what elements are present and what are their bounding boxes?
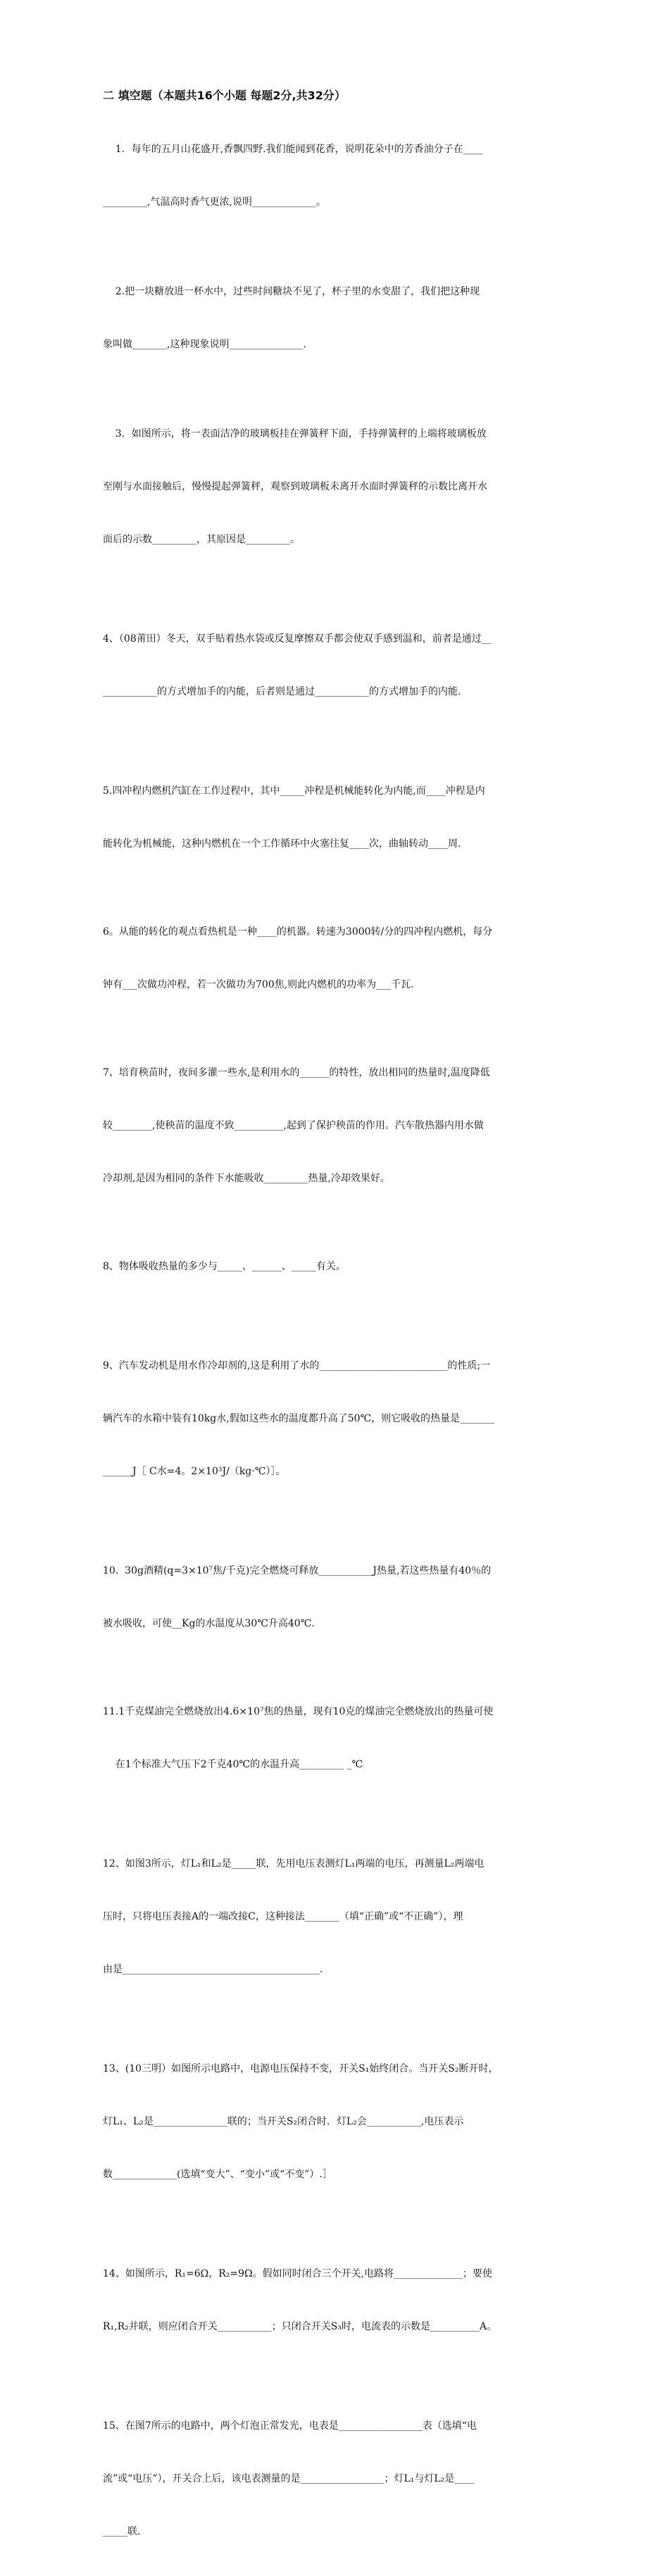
question-2: 2.把一块糖放进一杯水中，过些时间糖块不见了，杯子里的水变甜了，我们把这种现 象叫做_______,这种现象说明_______________. — [103, 286, 480, 350]
question-3: 3．如图所示，将一表面洁净的玻璃板挂在弹簧秤下面，手持弹簧秤的上端将玻璃板放 至刚与水面接触后，慢慢提起弹簧秤，观察到玻璃板未离开水面时弹簧秤的示数比离开水 面后的示数_________，其原因是_________。 — [103, 428, 487, 545]
question-6: 6。从能的转化的观点看热机是一种____的机器。转速为3000转/分的四冲程内燃机，每分 钟有___次做功冲程，若一次做功为700焦,则此内燃机的功率为___千瓦. — [103, 926, 493, 990]
question-1: 1．每年的五月山花盛开,香飘四野.我们能闻到花香，说明花朵中的芳香油分子在____ _________,气温高时香气更浓,说明_____________。 — [103, 144, 483, 208]
question-9: 9、汽车发动机是用水作冷却剂的,这是利用了水的__________________________的性质;一 辆汽车的水箱中装有10kg水,假如这些水的温度都升高了50℃，则它吸收的热量是_______ ______J［ C水=4。2×10³J/（kg·℃）］。 — [103, 1360, 495, 1477]
exam-content — [103, 87, 570, 2576]
question-4: 4、（08莆田）冬天，双手贴着热水袋或反复摩擦双手都会使双手感到温和，前者是通过__ ___________的方式增加手的内能，后者则是通过___________的方式增加手的内能. — [103, 633, 492, 697]
question-5: 5.四冲程内燃机汽缸在工作过程中，其中_____冲程是机械能转化为内能,而____冲程是内 能转化为机械能，这种内燃机在一个工作循环中火塞往复____次，曲轴转动____周. — [103, 785, 485, 850]
question-12: 12、如图3所示，灯L₁和L₂是_____联，先用电压表测灯L₁两端的电压，再测量L₂两端电 压时，只将电压表接A的一端改接C，这种接法_______（填“正确”或“不正确”），理 由是________________________________________. — [103, 1858, 484, 1975]
question-8: 8、物体吸收热量的多少与_____、______、_____有关。 — [103, 1261, 346, 1272]
question-7: 7、培育秧苗时，夜间多灌一些水,是利用水的______的特性，放出相同的热量时,温度降低 较________,使秧苗的温度不致__________,起到了保护秧苗的作用。汽车散热器内用水做 冷却剂,是因为相同的条件下水能吸收_________热量,冷却效果好。 — [103, 1067, 490, 1184]
section-title: 二 填空题（本题共16个小题 每题2分,共32分） — [103, 89, 346, 102]
question-14: 14、如图所示，R₁=6Ω，R₂=9Ω。假如同时闭合三个开关,电路将______________；要使 R₁,R₂并联，则应闭合开关___________；只闭合开关S₃时，电流表的示数是__________A。 — [103, 2268, 497, 2332]
question-15: 15、在图7所示的电路中，两个灯泡正常发光，电表是_________________表（选填“电 流”或“电压”），开关合上后，该电表测量的是_________________；灯L₁与灯L₂是____ _____联. — [103, 2420, 477, 2537]
question-10: 10. 30g酒精(q=3×10⁷焦/千克)完全燃烧可释放___________J热量,若这些热量有40％的 被水吸收，可使__Kg的水温度从30℃升高40℃. — [103, 1565, 492, 1629]
question-13: 13、(10三明）如图所示电路中，电源电压保持不变，开关S₁始终闭合。当开关S₂断开时， 灯L₁、L₂是_______________联的；当开关S₂闭合时．灯L₂会___________,电压表示 数_____________(选填“变大”、“变小”或“不变”）.］ — [103, 2063, 499, 2180]
question-11: 11.1千克煤油完全燃烧放出4.6×10⁷焦的热量，现有10克的煤油完全燃烧放出的热量可使 在1个标准大气压下2千克40℃的水温升高_________ _℃ — [103, 1706, 494, 1770]
